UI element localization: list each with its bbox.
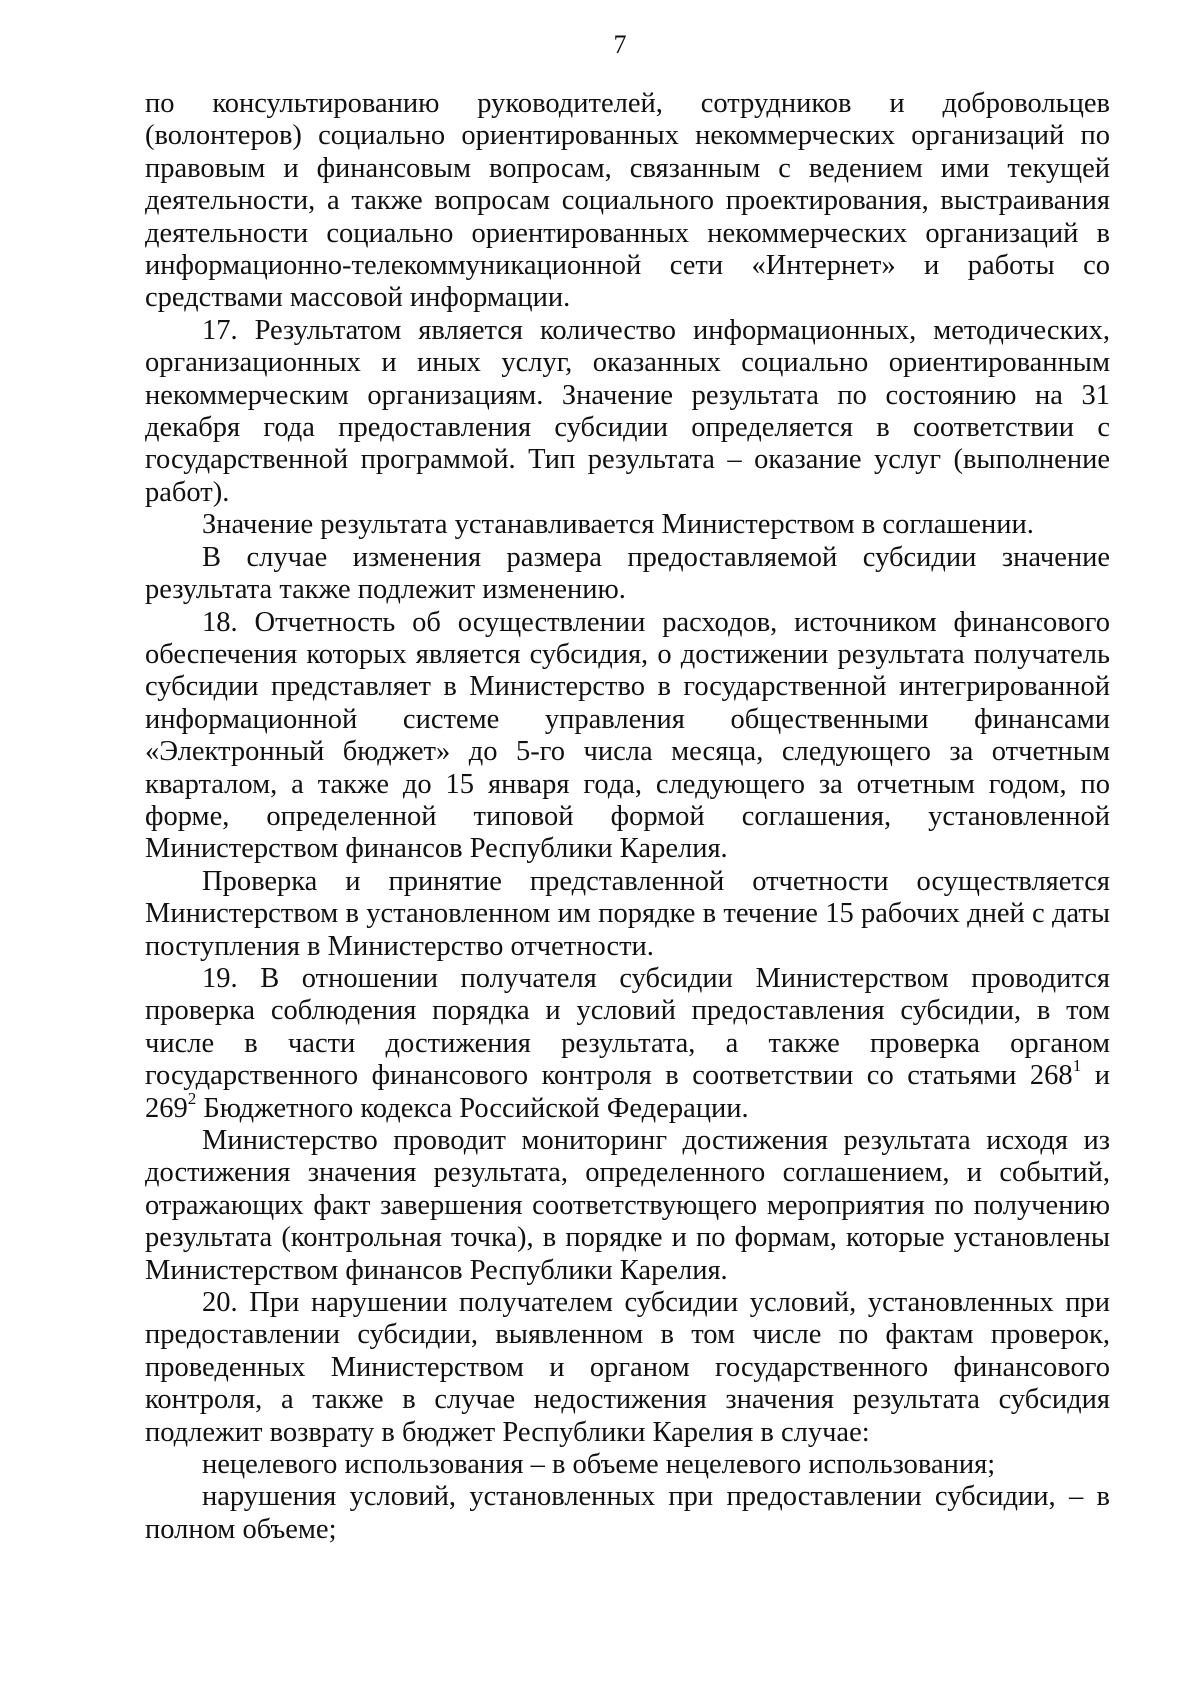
paragraph-19 xyxy=(145,963,1110,1125)
paragraph-misuse: нецелевого использования – в объеме нецелевого использования; xyxy=(202,1449,996,1481)
paragraph-result-value: Значение результата устанавливается Министерством в соглашении. xyxy=(202,509,1034,541)
superscript-2: 2 xyxy=(187,1088,197,1108)
page-number: 7 xyxy=(613,30,627,59)
document-body xyxy=(145,88,1110,1546)
paragraph-continuation: по консультированию руководителей, сотрудников и добровольцев (волонтеров) социально ориентированных некоммерческих организаций по правовым и финансовым вопросам, связанным с ведением ими текущей деятельности, а также вопросам социального проектирования, выстраивания деятельности социально ориентированных некоммерческих организаций в информационно-телекоммуникационной сети «Интернет» и работы со средствами массовой информации. xyxy=(145,88,1110,314)
paragraph-reporting-check: Проверка и принятие представленной отчетности осуществляется Министерством в установленном им порядке в течение 15 рабочих дней с даты поступления в Министерство отчетности. xyxy=(145,865,1110,962)
paragraph-subsidy-change: В случае изменения размера предоставляемой субсидии значение результата также подлежит изменению. xyxy=(145,541,1110,606)
paragraph-19-text-after: Бюджетного кодекса Российской Федерации. xyxy=(196,1092,749,1124)
paragraph-violation: нарушения условий, установленных при предоставлении субсидии, – в полном объеме; xyxy=(145,1481,1110,1545)
paragraph-19-text-middle: и 269 xyxy=(145,1060,1110,1124)
paragraph-20: 20. При нарушении получателем субсидии условий, установленных при предоставлении субсидии, выявленном в том числе по фактам проверок, проведенных Министерством и органом государственного финансового контроля, а также в случае недостижения значения результата субсидия подлежит возврату в бюджет Республики Карелия в случае: xyxy=(145,1287,1110,1448)
superscript-1: 1 xyxy=(1072,1056,1082,1076)
paragraph-19-text-before: 19. В отношении получателя субсидии Министерством проводится проверка соблюдения порядка и условий предоставления субсидии, в том числе в части достижения результата, а также проверка органом государственного финансового контроля в соответствии со статьями 268 xyxy=(145,962,1110,1092)
paragraph-18: 18. Отчетность об осуществлении расходов, источником финансового обеспечения которых является субсидия, о достижении результата получатель субсидии представляет в Министерство в государственной интегрированной информационной системе управления общественными финансами «Электронный бюджет» до 5-го числа месяца, следующего за отчетным кварталом, а также до 15 января года, следующего за отчетным годом, по форме, определенной типовой формой соглашения, установленной Министерством финансов Республики Карелия. xyxy=(145,606,1110,865)
paragraph-17: 17. Результатом является количество информационных, методических, организационных и иных услуг, оказанных социально ориентированным некоммерческим организациям. Значение результата по состоянию на 31 декабря года предоставления субсидии определяется в соответствии с государственной программой. Тип результата – оказание услуг (выполнение работ). xyxy=(145,314,1110,508)
paragraph-monitoring: Министерство проводит мониторинг достижения результата исходя из достижения значения результата, определенного соглашением, и событий, отражающих факт завершения соответствующего мероприятия по получению результата (контрольная точка), в порядке и по формам, которые установлены Министерством финансов Республики Карелия. xyxy=(145,1125,1110,1286)
